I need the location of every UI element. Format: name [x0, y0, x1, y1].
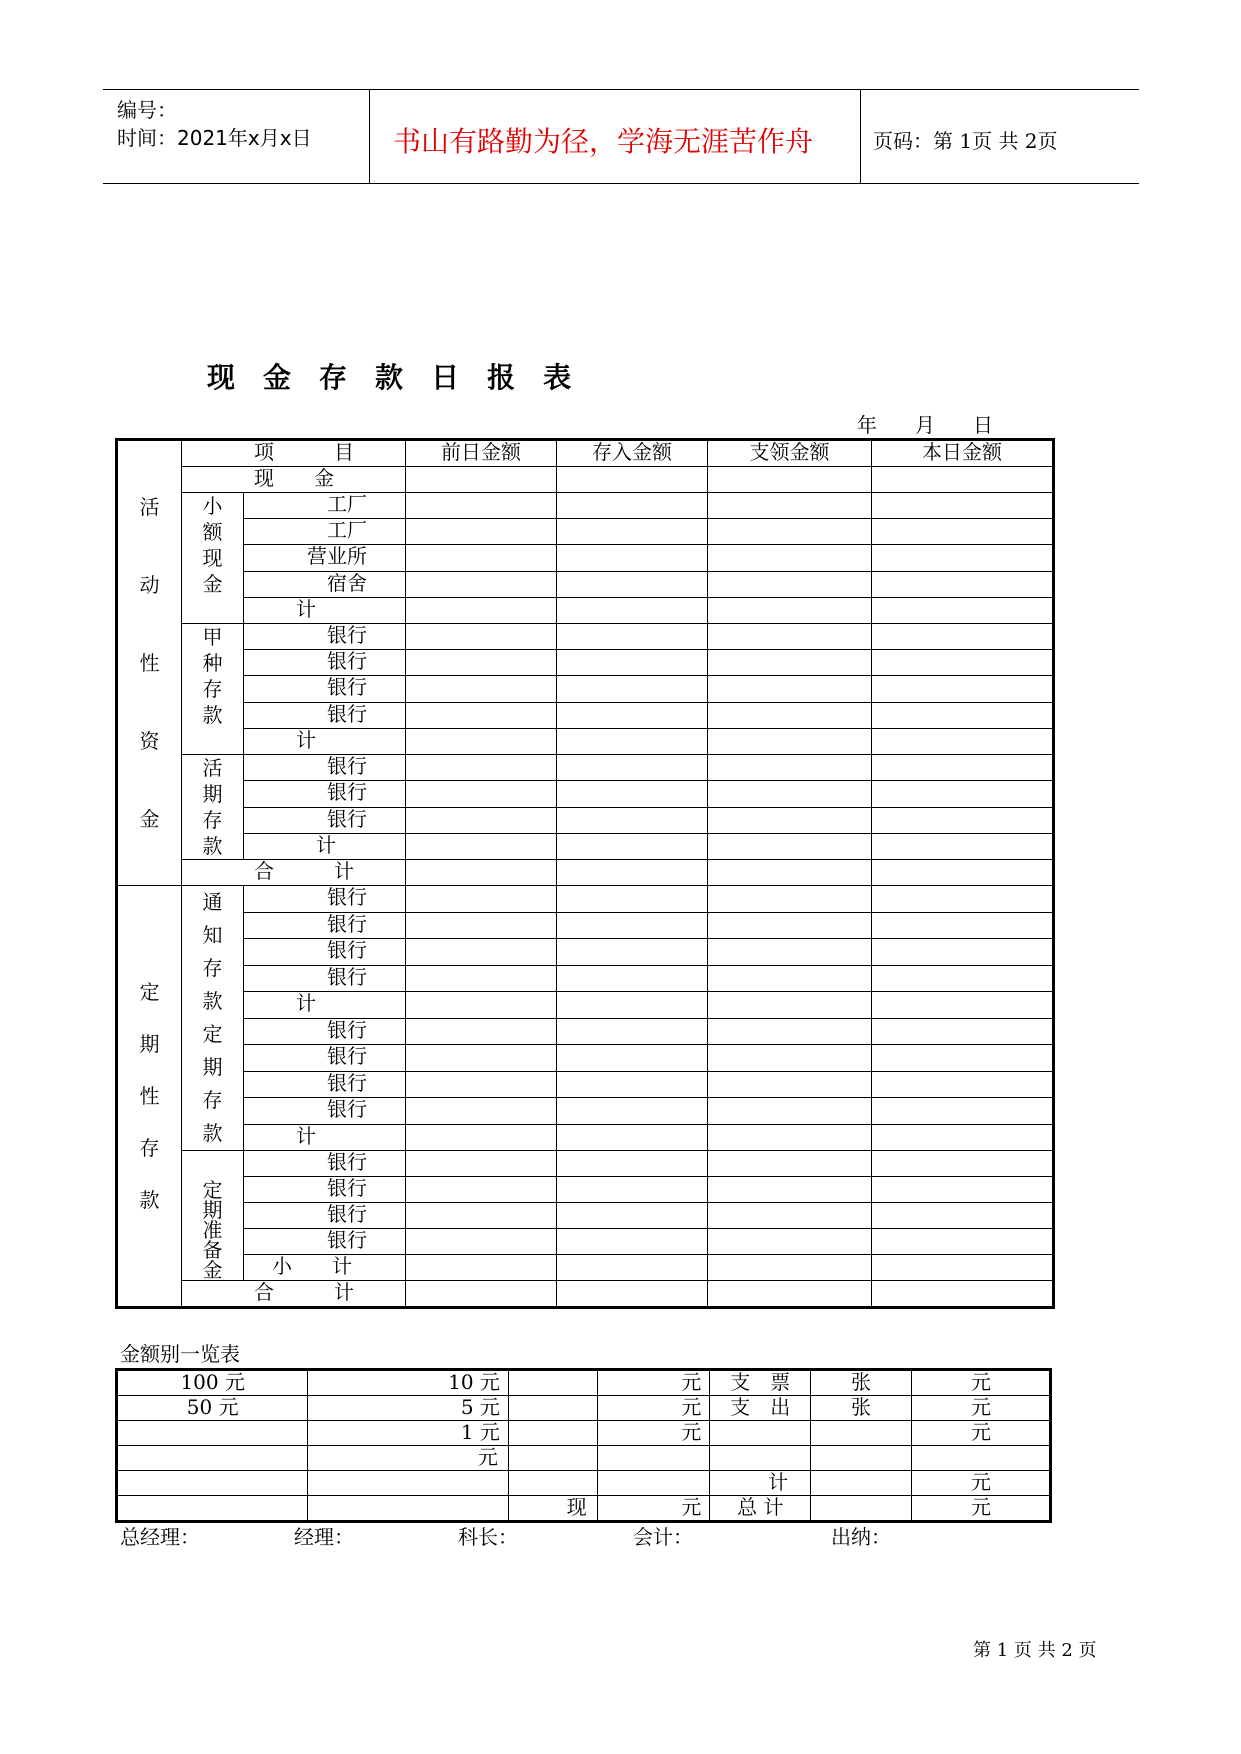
cell[interactable]: [557, 1281, 708, 1308]
cell[interactable]: [708, 833, 872, 859]
denom-100: 100 元: [117, 1370, 308, 1396]
cell[interactable]: [708, 597, 872, 623]
row-bank: 银行: [244, 886, 406, 913]
cell[interactable]: [406, 807, 557, 833]
cell[interactable]: [708, 519, 872, 545]
cell[interactable]: [557, 939, 708, 966]
cell[interactable]: [872, 1124, 1054, 1151]
cell[interactable]: [911, 1446, 1050, 1471]
doc-number: 编号：: [117, 98, 177, 122]
cell[interactable]: [708, 728, 872, 754]
denom-unit: 元: [597, 1396, 710, 1421]
payout-label: 支 出: [710, 1396, 811, 1421]
cell[interactable]: [872, 1045, 1054, 1072]
cell[interactable]: [872, 728, 1054, 754]
cell[interactable]: [708, 467, 872, 493]
cell[interactable]: [872, 992, 1054, 1019]
cell[interactable]: [708, 1281, 872, 1308]
cell[interactable]: [406, 860, 557, 886]
cell[interactable]: [811, 1421, 912, 1446]
cell[interactable]: [557, 1177, 708, 1203]
cell[interactable]: [708, 912, 872, 939]
header-item: 项 目: [182, 440, 406, 467]
cell[interactable]: [557, 467, 708, 493]
cell[interactable]: [708, 860, 872, 886]
row-bank: 银行: [244, 965, 406, 992]
sig-general-manager: 总经理：: [120, 1525, 200, 1549]
cell[interactable]: [872, 886, 1054, 913]
group-current-deposit: 活 期 存 款: [182, 755, 244, 860]
cash-amount-unit: 元: [597, 1496, 710, 1522]
header-bottom-rule: [103, 183, 1139, 184]
cell[interactable]: [406, 1124, 557, 1151]
cell[interactable]: [406, 676, 557, 702]
header-top-rule: [103, 89, 1139, 90]
cell[interactable]: [872, 545, 1054, 571]
cell[interactable]: [557, 493, 708, 519]
cell[interactable]: [406, 545, 557, 571]
cell[interactable]: [708, 571, 872, 597]
cell[interactable]: [557, 965, 708, 992]
cell[interactable]: [117, 1496, 308, 1522]
title-char: 日: [431, 361, 460, 394]
row-bank: 银行: [244, 912, 406, 939]
cell[interactable]: [872, 1203, 1054, 1229]
cell[interactable]: [557, 912, 708, 939]
cell[interactable]: [557, 545, 708, 571]
cell[interactable]: [406, 519, 557, 545]
cell[interactable]: [708, 1177, 872, 1203]
cell[interactable]: [872, 1229, 1054, 1255]
cell[interactable]: [708, 545, 872, 571]
subtotal-amount-unit: 元: [911, 1471, 1050, 1496]
cell[interactable]: [708, 1124, 872, 1151]
cell[interactable]: [557, 728, 708, 754]
cell[interactable]: [557, 650, 708, 676]
cell[interactable]: [406, 965, 557, 992]
row-bank: 银行: [244, 1229, 406, 1255]
payout-count-unit: 张: [811, 1396, 912, 1421]
cell[interactable]: [710, 1446, 811, 1471]
cell[interactable]: [708, 1018, 872, 1045]
row-subtotal: 计: [244, 597, 406, 623]
group-notice-deposit: 通 知 存 款: [182, 886, 244, 1019]
cell[interactable]: [872, 755, 1054, 781]
group-a-deposit: 甲 种 存 款: [182, 624, 244, 755]
row-bank: 银行: [244, 1203, 406, 1229]
denom-5: 5 元: [308, 1396, 509, 1421]
cell[interactable]: [708, 781, 872, 807]
cell[interactable]: [406, 1071, 557, 1098]
row-bank: 银行: [244, 1177, 406, 1203]
header-divider-left: [369, 89, 370, 184]
cell[interactable]: [406, 702, 557, 728]
cell[interactable]: [872, 912, 1054, 939]
cell[interactable]: [708, 807, 872, 833]
cell[interactable]: [708, 755, 872, 781]
cell[interactable]: [872, 1098, 1054, 1125]
cell[interactable]: [557, 519, 708, 545]
header-withdraw-amount: 支领金额: [708, 440, 872, 467]
title-char: 存: [319, 361, 348, 394]
cell[interactable]: [508, 1370, 597, 1396]
check-label: 支 票: [710, 1370, 811, 1396]
cell[interactable]: [708, 886, 872, 913]
cell[interactable]: [708, 624, 872, 650]
cell[interactable]: [811, 1446, 912, 1471]
cell[interactable]: [597, 1471, 710, 1496]
cell[interactable]: [557, 781, 708, 807]
row-reserve-subtotal: 小 计: [244, 1255, 406, 1281]
cell[interactable]: [708, 1098, 872, 1125]
cell[interactable]: [406, 1177, 557, 1203]
cell[interactable]: [872, 1281, 1054, 1308]
row-bank: 银行: [244, 807, 406, 833]
date-day: 日: [973, 413, 993, 437]
cell[interactable]: [406, 886, 557, 913]
cell[interactable]: [557, 755, 708, 781]
row-bank: 银行: [244, 624, 406, 650]
row-active-total: 合 计: [182, 860, 406, 886]
grand-total-amount-unit: 元: [911, 1496, 1050, 1522]
cell[interactable]: [872, 860, 1054, 886]
cell[interactable]: [406, 992, 557, 1019]
cell[interactable]: [872, 702, 1054, 728]
check-count-unit: 张: [811, 1370, 912, 1396]
cell[interactable]: [708, 1255, 872, 1281]
cell[interactable]: [406, 1045, 557, 1072]
row-label: 工厂: [244, 493, 406, 519]
cell[interactable]: [872, 493, 1054, 519]
cell[interactable]: [872, 1071, 1054, 1098]
cell[interactable]: [708, 965, 872, 992]
cell[interactable]: [406, 781, 557, 807]
cell[interactable]: [508, 1396, 597, 1421]
denom-unit: 元: [597, 1370, 710, 1396]
date-year: 年: [857, 413, 877, 437]
sig-accountant: 会计：: [633, 1525, 693, 1549]
report-title: [207, 356, 571, 396]
cell[interactable]: [872, 939, 1054, 966]
subtotal-label: 计: [710, 1471, 811, 1496]
cell[interactable]: [872, 1177, 1054, 1203]
cell[interactable]: [406, 755, 557, 781]
cash-label: 现: [508, 1496, 597, 1522]
cell[interactable]: [708, 1045, 872, 1072]
group-small-cash: 小 额 现 金: [182, 493, 244, 624]
cell[interactable]: [557, 571, 708, 597]
row-bank: 银行: [244, 1071, 406, 1098]
header-today-amount: 本日金额: [872, 440, 1054, 467]
row-bank: 银行: [244, 755, 406, 781]
row-subtotal: 计: [244, 1124, 406, 1151]
cell[interactable]: [406, 1203, 557, 1229]
cell[interactable]: [872, 597, 1054, 623]
payout-amount-unit: 元: [911, 1396, 1050, 1421]
cell[interactable]: [406, 571, 557, 597]
cell[interactable]: [557, 1018, 708, 1045]
row-label: 工厂: [244, 519, 406, 545]
cell[interactable]: [557, 992, 708, 1019]
cell[interactable]: [708, 1071, 872, 1098]
cell[interactable]: [557, 1203, 708, 1229]
sig-section-chief: 科长：: [458, 1525, 518, 1549]
sig-cashier: 出纳：: [831, 1525, 891, 1549]
cell[interactable]: [811, 1471, 912, 1496]
cell[interactable]: [708, 1229, 872, 1255]
cell[interactable]: [557, 702, 708, 728]
group-reserve-fund: 定 期 准 备 金: [182, 1151, 244, 1281]
cell[interactable]: [406, 1098, 557, 1125]
row-bank: 银行: [244, 702, 406, 728]
row-bank: 银行: [244, 939, 406, 966]
cell[interactable]: [557, 1151, 708, 1177]
cell[interactable]: [872, 833, 1054, 859]
date-month: 月: [915, 413, 935, 437]
denom-coin-unit: 元: [308, 1446, 509, 1471]
cell[interactable]: [557, 1229, 708, 1255]
cell[interactable]: [872, 624, 1054, 650]
sig-manager: 经理：: [294, 1525, 354, 1549]
row-label: 营业所: [244, 545, 406, 571]
group-term-deposit: 定 期 存 款: [182, 1018, 244, 1151]
check-amount-unit: 元: [911, 1370, 1050, 1396]
cell[interactable]: [557, 1124, 708, 1151]
cell[interactable]: [406, 1255, 557, 1281]
cell[interactable]: [406, 1281, 557, 1308]
amount-unit: 元: [911, 1421, 1050, 1446]
cell[interactable]: [557, 860, 708, 886]
doc-time: 时间：2021年x月x日: [117, 126, 312, 150]
cell[interactable]: [406, 597, 557, 623]
title-char: 报: [487, 361, 516, 394]
row-bank: 银行: [244, 1098, 406, 1125]
cell[interactable]: [308, 1496, 509, 1522]
title-char: 款: [375, 361, 404, 394]
cell[interactable]: [708, 493, 872, 519]
cell[interactable]: [406, 624, 557, 650]
cell[interactable]: [557, 1098, 708, 1125]
row-bank: 银行: [244, 650, 406, 676]
motto: 书山有路勤为径，学海无涯苦作舟: [393, 125, 814, 158]
denom-10: 10 元: [308, 1370, 509, 1396]
cell[interactable]: [117, 1471, 308, 1496]
denom-1: 1 元: [308, 1421, 509, 1446]
cell[interactable]: [406, 1229, 557, 1255]
cell[interactable]: [508, 1446, 597, 1471]
cell[interactable]: [406, 833, 557, 859]
header-divider-right: [860, 89, 861, 184]
cell[interactable]: [406, 467, 557, 493]
cell[interactable]: [708, 1203, 872, 1229]
cell[interactable]: [811, 1496, 912, 1522]
cell[interactable]: [406, 1018, 557, 1045]
cell[interactable]: [406, 912, 557, 939]
cell[interactable]: [872, 781, 1054, 807]
denom-unit: 元: [597, 1421, 710, 1446]
cell[interactable]: [557, 807, 708, 833]
cell[interactable]: [708, 676, 872, 702]
row-bank: 银行: [244, 1151, 406, 1177]
row-fixed-total: 合 计: [182, 1281, 406, 1308]
cell[interactable]: [872, 676, 1054, 702]
header-deposit-amount: 存入金额: [557, 440, 708, 467]
row-bank: 银行: [244, 676, 406, 702]
cell[interactable]: [872, 1255, 1054, 1281]
row-subtotal: 计: [244, 833, 406, 859]
cell[interactable]: [406, 493, 557, 519]
row-bank: 银行: [244, 1045, 406, 1072]
denomination-table: [115, 1368, 1052, 1523]
cell[interactable]: [708, 702, 872, 728]
grand-total-label: 总 计: [710, 1496, 811, 1522]
cell[interactable]: [710, 1421, 811, 1446]
denom-50: 50 元: [117, 1396, 308, 1421]
denom-title: 金额别一览表: [120, 1342, 240, 1366]
cell[interactable]: [508, 1421, 597, 1446]
group-active-funds: 活 动 性 资 金: [117, 440, 182, 886]
cell[interactable]: [872, 571, 1054, 597]
cash-deposit-table: [115, 438, 1055, 1309]
cell[interactable]: [308, 1471, 509, 1496]
cell[interactable]: [557, 676, 708, 702]
cell[interactable]: [597, 1446, 710, 1471]
cell[interactable]: [872, 1151, 1054, 1177]
cell[interactable]: [406, 939, 557, 966]
title-char: 金: [263, 361, 292, 394]
cell[interactable]: [508, 1471, 597, 1496]
page-number: 页码：第 1页 共 2页: [873, 129, 1058, 153]
cell[interactable]: [557, 597, 708, 623]
cell[interactable]: [406, 1151, 557, 1177]
cell[interactable]: [406, 728, 557, 754]
cell[interactable]: [708, 1151, 872, 1177]
cell[interactable]: [708, 992, 872, 1019]
header-prev-amount: 前日金额: [406, 440, 557, 467]
row-bank: 银行: [244, 1018, 406, 1045]
cell[interactable]: [557, 1255, 708, 1281]
row-bank: 银行: [244, 781, 406, 807]
cell[interactable]: [872, 467, 1054, 493]
cell[interactable]: [872, 650, 1054, 676]
row-subtotal: 计: [244, 728, 406, 754]
cell[interactable]: [557, 1071, 708, 1098]
cell[interactable]: [872, 965, 1054, 992]
cell[interactable]: [406, 650, 557, 676]
report-date: [857, 409, 993, 438]
page-footer: 第 1 页 共 2 页: [973, 1640, 1097, 1661]
cell[interactable]: [872, 519, 1054, 545]
cell[interactable]: [708, 650, 872, 676]
cell[interactable]: [117, 1446, 308, 1471]
row-label: 宿舍: [244, 571, 406, 597]
group-fixed-deposit: 定 期 性 存 款: [117, 886, 182, 1308]
cell[interactable]: [872, 807, 1054, 833]
cell[interactable]: [557, 1045, 708, 1072]
title-char: 现: [207, 361, 236, 394]
cell[interactable]: [117, 1421, 308, 1446]
cell[interactable]: [557, 886, 708, 913]
cell[interactable]: [708, 939, 872, 966]
cell[interactable]: [557, 833, 708, 859]
cell[interactable]: [872, 1018, 1054, 1045]
cell[interactable]: [557, 624, 708, 650]
title-char: 表: [543, 361, 572, 394]
row-subtotal: 计: [244, 992, 406, 1019]
row-cash: 现 金: [182, 467, 406, 493]
